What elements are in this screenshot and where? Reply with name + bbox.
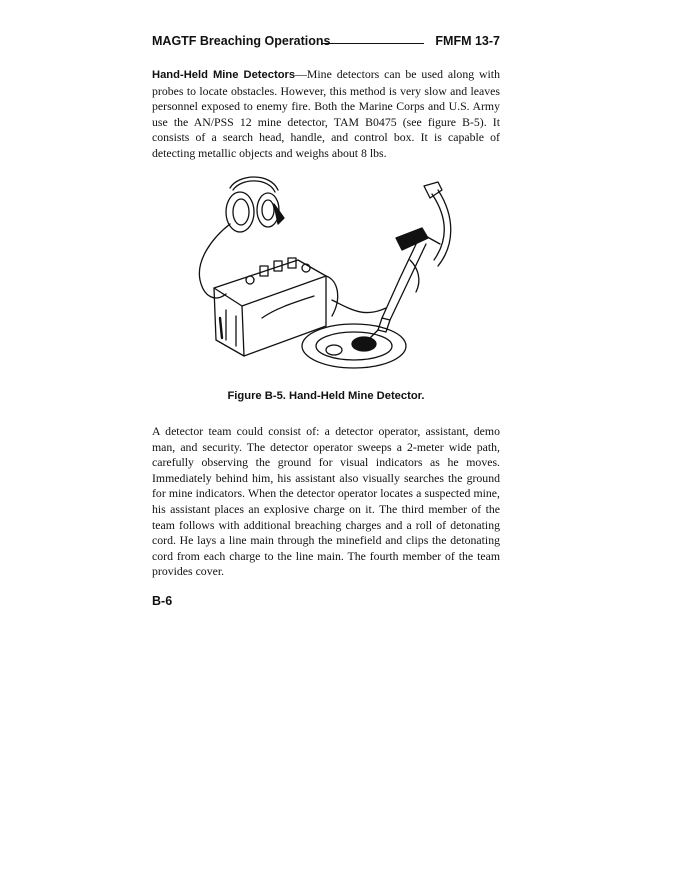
paragraph-lead: Hand-Held Mine Detectors [152,69,296,81]
detector-cable [332,300,386,313]
paragraph-mine-detectors [152,67,500,162]
header-rule [322,43,424,44]
headphone-cable [199,224,230,298]
search-head [302,324,406,368]
figure-caption: Figure B-5. Hand-Held Mine Detector. [227,390,425,402]
paragraph-body: —Mine detectors can be used along with probes to locate obstacles. However, this method is very slow and leaves personnel exposed to enemy fire. Both the Marine Corps and U.S. Army use the AN/PSS 12 mine detector, TAM B0475 (see figure B-5). It consists of a search head, handle, and control box. It is capable of detecting metallic objects and weighs about 8 lbs. [152,67,500,160]
header-doc-id: FMFM 13-7 [435,34,500,48]
running-header [152,34,500,50]
paragraph-detector-team: A detector team could consist of: a detector operator, assistant, demo man, and security. The detector operator sweeps a 2-meter wide path, carefully observing the ground for visual indicators as he moves. Immediately behind him, his assistant also visually searches the ground for mine indicators. When the detector operator locates a suspected mine, his assistant places an explosive charge on it. The third member of the team follows with additional breaching charges and a roll of detonating cord. He lays a line main through the minefield and clips the detonating cord from each charge to the line main. The fourth member of the team provides cover. [152,424,500,579]
headphones [226,177,284,232]
mine-detector-illustration [186,168,466,378]
page-number: B-6 [152,594,173,608]
detector-handle [378,182,451,332]
header-title: MAGTF Breaching Operations [152,34,331,48]
control-box [214,258,338,356]
